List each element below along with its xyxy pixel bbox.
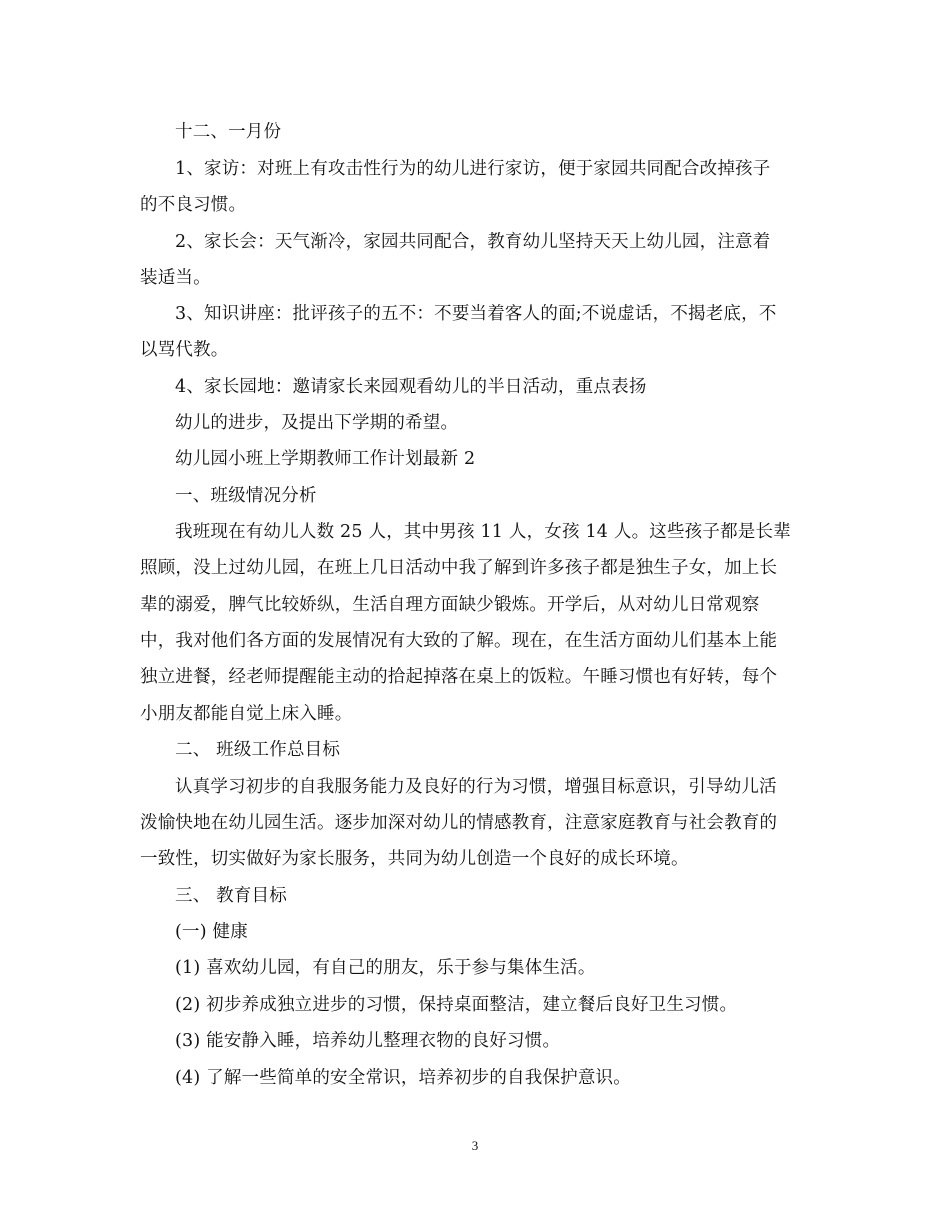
section-heading: 一、班级情况分析 xyxy=(175,486,317,506)
list-item: (1) 喜欢幼儿园，有自己的朋友，乐于参与集体生活。 xyxy=(175,958,596,978)
paragraph-line: 1、家访：对班上有攻击性行为的幼儿进行家访，便于家园共同配合改掉孩子 xyxy=(175,159,771,179)
paragraph-line: 3、知识讲座：批评孩子的五不：不要当着客人的面;不说虚话，不揭老底，不 xyxy=(175,304,777,324)
document-title: 幼儿园小班上学期教师工作计划最新 2 xyxy=(175,449,476,469)
paragraph-line: 2、家长会：天气渐冷，家园共同配合，教育幼儿坚持天天上幼儿园，注意着 xyxy=(175,232,771,252)
paragraph-line: 照顾，没上过幼儿园，在班上几日活动中我了解到许多孩子都是独生子女，加上长 xyxy=(140,558,778,578)
paragraph-line: 以骂代教。 xyxy=(140,340,229,360)
paragraph-line: 幼儿的进步，及提出下学期的希望。 xyxy=(175,413,459,433)
list-item: (3) 能安静入睡，培养幼儿整理衣物的良好习惯。 xyxy=(175,1031,561,1051)
paragraph-line: 装适当。 xyxy=(140,268,211,288)
section-heading: 二、 班级工作总目标 xyxy=(175,740,341,760)
section-heading: 十二、一月份 xyxy=(175,122,282,142)
paragraph-line: 辈的溺爱，脾气比较娇纵，生活自理方面缺少锻炼。开学后，从对幼儿日常观察 xyxy=(140,595,760,615)
subsection-heading: (一) 健康 xyxy=(175,922,248,942)
paragraph-line: 独立进餐，经老师提醒能主动的拾起掉落在桌上的饭粒。午睡习惯也有好转，每个 xyxy=(140,667,778,687)
paragraph-line: 一致性，切实做好为家长服务，共同为幼儿创造一个良好的成长环境。 xyxy=(140,849,689,869)
paragraph-line: 的不良习惯。 xyxy=(140,195,247,215)
paragraph-line: 中，我对他们各方面的发展情况有大致的了解。现在，在生活方面幼儿们基本上能 xyxy=(140,631,778,651)
paragraph-line: 4、家长园地：邀请家长来园观看幼儿的半日活动，重点表扬 xyxy=(175,377,647,397)
paragraph-line: 我班现在有幼儿人数 25 人，其中男孩 11 人，女孩 14 人。这些孩子都是长辈 xyxy=(175,522,791,542)
paragraph-line: 认真学习初步的自我服务能力及良好的行为习惯，增强目标意识，引导幼儿活 xyxy=(175,777,777,797)
paragraph-line: 泼愉快地在幼儿园生活。逐步加深对幼儿的情感教育，注意家庭教育与社会教育的 xyxy=(140,813,778,833)
section-heading: 三、 教育目标 xyxy=(175,886,287,906)
list-item: (2) 初步养成独立进步的习惯，保持桌面整洁，建立餐后良好卫生习惯。 xyxy=(175,995,738,1015)
page-number: 3 xyxy=(471,1138,479,1153)
paragraph-line: 小朋友都能自觉上床入睡。 xyxy=(140,704,353,724)
list-item: (4) 了解一些简单的安全常识，培养初步的自我保护意识。 xyxy=(175,1068,631,1088)
